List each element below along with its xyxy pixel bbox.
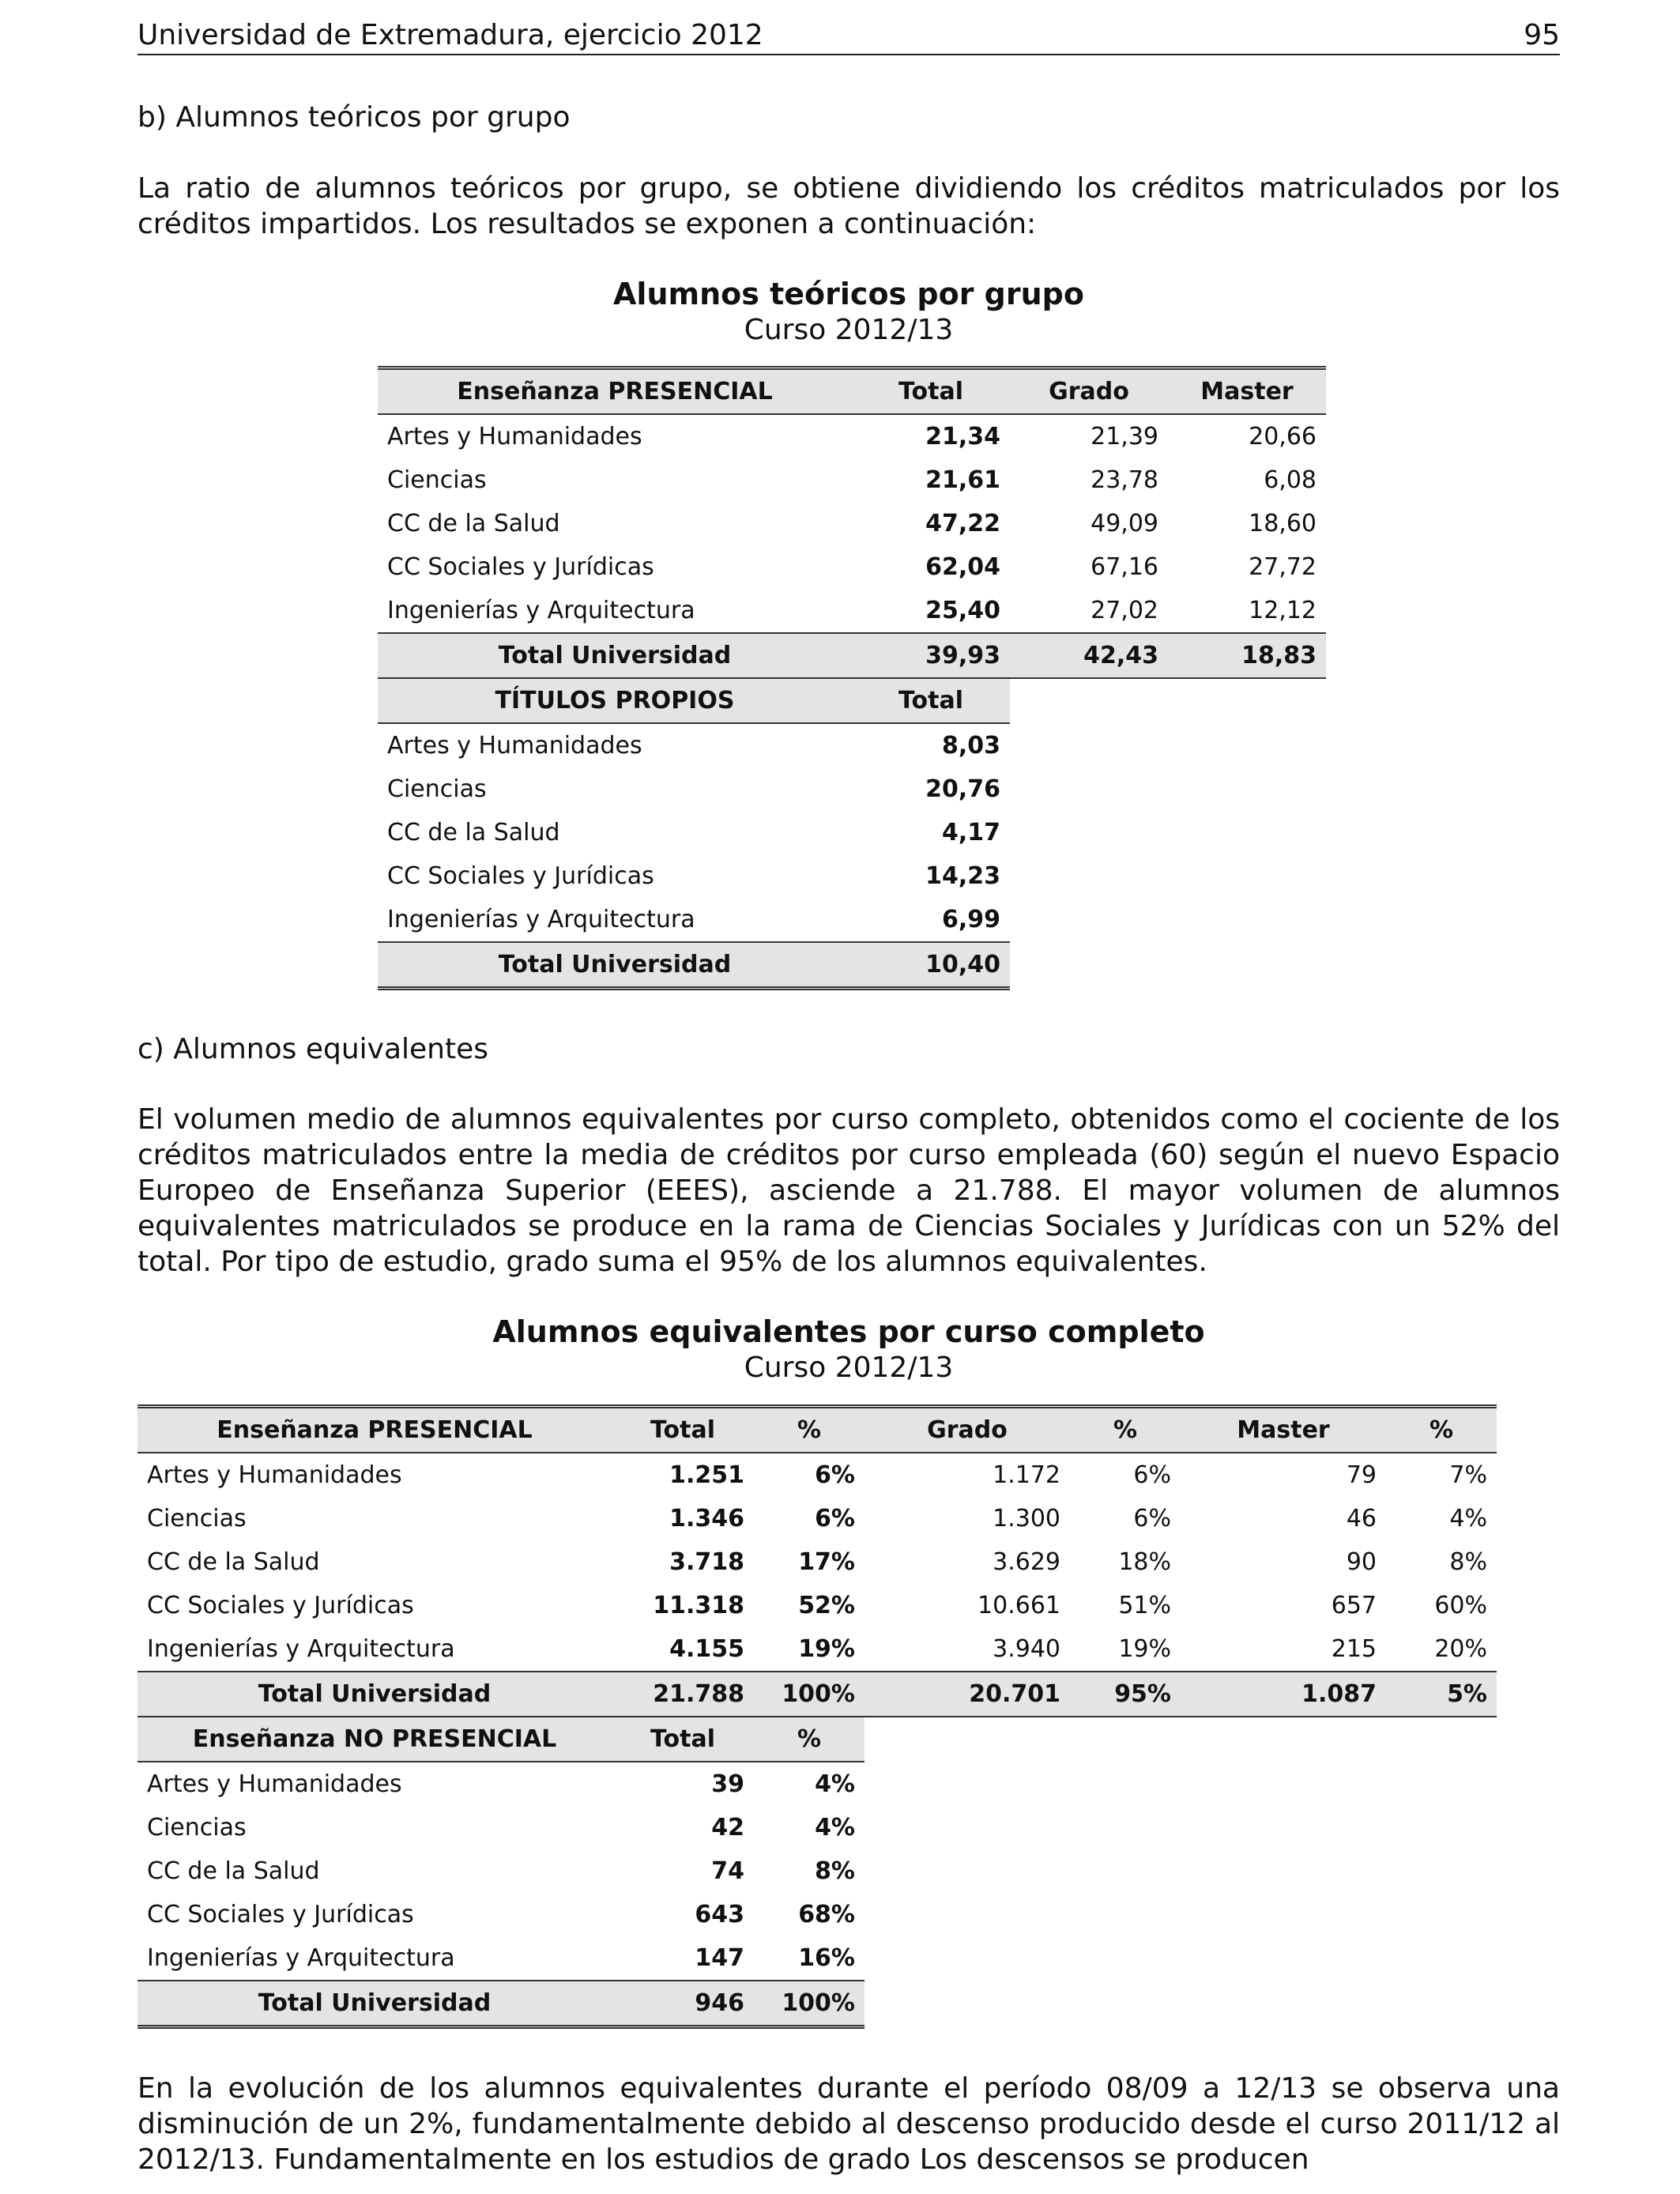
table-row bbox=[378, 811, 1326, 854]
column-header: Total bbox=[852, 678, 1010, 723]
total-value: 6,99 bbox=[941, 906, 1000, 933]
master-value: 20,66 bbox=[1249, 423, 1317, 450]
section-b-paragraph: La ratio de alumnos teóricos por grupo, se obtiene dividiendo los créditos matriculados por los créditos impartidos. Los resultados se exponen a continuación: bbox=[137, 172, 1560, 240]
master-value: 657 bbox=[1331, 1592, 1377, 1619]
total-value: 147 bbox=[695, 1944, 744, 1972]
total-pct: 4% bbox=[815, 1770, 855, 1798]
total-value: 21,61 bbox=[925, 466, 1000, 494]
total-row bbox=[137, 1981, 1497, 2027]
total-label: Total Universidad bbox=[378, 633, 852, 678]
total-row bbox=[137, 1672, 1497, 1717]
row-label: Artes y Humanidades bbox=[387, 423, 642, 450]
table-row bbox=[137, 1893, 1497, 1936]
master-value: 79 bbox=[1346, 1461, 1377, 1489]
total-value: 1.346 bbox=[669, 1505, 744, 1532]
total-value: 14,23 bbox=[925, 862, 1000, 890]
total-pct: 100% bbox=[754, 1672, 864, 1717]
total-value: 74 bbox=[711, 1857, 744, 1885]
section-c-paragraph: El volumen medio de alumnos equivalentes por curso completo, obtenidos como el cociente de los créditos matriculados entre la media de créditos por curso empleada (60) según el nuevo Espacio Europeo de Enseñanza Superior (EEES), asciende a 21.788. El mayor volumen de alumnos equivalentes matriculados se produce en la rama de Ciencias Sociales y Jurídicas con un 52% del total. Por tipo de estudio, grado suma el 95% de los alumnos equivalentes. bbox=[137, 1103, 1560, 1278]
row-label: CC de la Salud bbox=[147, 1857, 320, 1885]
total-label: Total Universidad bbox=[137, 1981, 612, 2027]
master-value: 46 bbox=[1346, 1505, 1377, 1532]
master-value: 215 bbox=[1331, 1635, 1377, 1663]
row-label: CC de la Salud bbox=[387, 819, 560, 846]
table-row bbox=[378, 458, 1326, 502]
subheader-row bbox=[378, 678, 1326, 723]
table-row bbox=[137, 1627, 1497, 1672]
table-row bbox=[137, 1540, 1497, 1584]
grado-value: 23,78 bbox=[1090, 466, 1158, 494]
column-header: Total bbox=[612, 1717, 754, 1762]
total-value: 42 bbox=[711, 1814, 744, 1842]
grado-value: 49,09 bbox=[1090, 510, 1158, 537]
table-row bbox=[137, 1762, 1497, 1806]
total-value: 47,22 bbox=[925, 510, 1000, 537]
total-pct: 8% bbox=[815, 1857, 855, 1885]
table-row bbox=[378, 898, 1326, 942]
total-value: 20,76 bbox=[925, 775, 1000, 803]
row-label: CC de la Salud bbox=[147, 1548, 320, 1576]
grado-value: 42,43 bbox=[1010, 633, 1168, 678]
master-value: 27,72 bbox=[1249, 553, 1317, 581]
master-value: 18,60 bbox=[1249, 510, 1317, 537]
row-label: CC de la Salud bbox=[387, 510, 560, 537]
master-value: 90 bbox=[1346, 1548, 1377, 1576]
master-pct: 8% bbox=[1449, 1548, 1487, 1576]
table-row bbox=[378, 502, 1326, 545]
total-value: 25,40 bbox=[925, 597, 1000, 624]
page-number: 95 bbox=[1524, 19, 1560, 51]
row-label: Artes y Humanidades bbox=[387, 732, 642, 760]
master-pct: 20% bbox=[1434, 1635, 1487, 1663]
table-row bbox=[137, 1453, 1497, 1497]
row-label: CC Sociales y Jurídicas bbox=[147, 1592, 414, 1619]
table-row bbox=[378, 589, 1326, 633]
grado-pct: 18% bbox=[1118, 1548, 1171, 1576]
column-header: Grado bbox=[864, 1407, 1070, 1453]
table-row bbox=[137, 1497, 1497, 1540]
table2 bbox=[137, 1404, 1497, 2029]
total-value: 10,40 bbox=[852, 942, 1010, 989]
table-row bbox=[378, 723, 1326, 767]
column-header: Total bbox=[852, 368, 1010, 415]
grado-value: 27,02 bbox=[1090, 597, 1158, 624]
total-value: 1.251 bbox=[669, 1461, 744, 1489]
total-pct: 52% bbox=[798, 1592, 855, 1619]
total-value: 21.788 bbox=[612, 1672, 754, 1717]
table1-title: Alumnos teóricos por grupo bbox=[613, 277, 1084, 311]
total-pct: 19% bbox=[798, 1635, 855, 1663]
grado-pct: 19% bbox=[1118, 1635, 1171, 1663]
row-label: Ciencias bbox=[387, 775, 487, 803]
row-label: Ciencias bbox=[387, 466, 487, 494]
table-row bbox=[378, 545, 1326, 589]
total-value: 8,03 bbox=[941, 732, 1000, 760]
total-label: Total Universidad bbox=[378, 942, 852, 989]
total-pct: 100% bbox=[754, 1981, 864, 2027]
master-value: 12,12 bbox=[1249, 597, 1317, 624]
column-header: Enseñanza PRESENCIAL bbox=[378, 368, 852, 415]
grado-value: 67,16 bbox=[1090, 553, 1158, 581]
section-b-heading: b) Alumnos teóricos por grupo bbox=[137, 101, 571, 134]
column-header: Master bbox=[1181, 1407, 1386, 1453]
row-label: Ingenierías y Arquitectura bbox=[387, 906, 695, 933]
grado-pct: 6% bbox=[1133, 1461, 1171, 1489]
grado-value: 1.300 bbox=[993, 1505, 1060, 1532]
table-row bbox=[378, 414, 1326, 458]
total-value: 39 bbox=[711, 1770, 744, 1798]
total-row bbox=[378, 942, 1326, 989]
grado-pct: 51% bbox=[1118, 1592, 1171, 1619]
total-value: 62,04 bbox=[925, 553, 1000, 581]
master-value: 6,08 bbox=[1264, 466, 1317, 494]
total-value: 21,34 bbox=[925, 423, 1000, 450]
total-pct: 17% bbox=[798, 1548, 855, 1576]
row-label: Artes y Humanidades bbox=[147, 1770, 402, 1798]
subheader-row bbox=[137, 1717, 1497, 1762]
grado-value: 3.940 bbox=[993, 1635, 1060, 1663]
grado-value: 10.661 bbox=[977, 1592, 1060, 1619]
master-value: 18,83 bbox=[1168, 633, 1326, 678]
column-header: % bbox=[1070, 1407, 1181, 1453]
total-pct: 6% bbox=[815, 1505, 855, 1532]
master-pct: 7% bbox=[1449, 1461, 1487, 1489]
table-row bbox=[137, 1806, 1497, 1849]
row-label: Ingenierías y Arquitectura bbox=[387, 597, 695, 624]
total-pct: 6% bbox=[815, 1461, 855, 1489]
master-pct: 4% bbox=[1449, 1505, 1487, 1532]
column-header: Enseñanza PRESENCIAL bbox=[137, 1407, 612, 1453]
total-row bbox=[378, 633, 1326, 678]
total-value: 946 bbox=[612, 1981, 754, 2027]
master-value: 1.087 bbox=[1181, 1672, 1386, 1717]
row-label: Ingenierías y Arquitectura bbox=[147, 1944, 455, 1972]
grado-pct: 6% bbox=[1133, 1505, 1171, 1532]
table1 bbox=[378, 366, 1326, 990]
total-value: 4,17 bbox=[941, 819, 1000, 846]
total-value: 39,93 bbox=[852, 633, 1010, 678]
table-row bbox=[378, 767, 1326, 811]
running-header bbox=[137, 17, 1560, 55]
column-header: TÍTULOS PROPIOS bbox=[378, 678, 852, 723]
column-header: Grado bbox=[1010, 368, 1168, 415]
total-value: 11.318 bbox=[653, 1592, 744, 1619]
column-header: Enseñanza NO PRESENCIAL bbox=[137, 1717, 612, 1762]
row-label: Ingenierías y Arquitectura bbox=[147, 1635, 455, 1663]
column-header: % bbox=[754, 1407, 864, 1453]
column-header: % bbox=[1386, 1407, 1497, 1453]
total-pct: 68% bbox=[798, 1901, 855, 1928]
grado-pct: 95% bbox=[1070, 1672, 1181, 1717]
table2-title: Alumnos equivalentes por curso completo bbox=[492, 1314, 1205, 1349]
total-value: 643 bbox=[695, 1901, 744, 1928]
table2-subtitle: Curso 2012/13 bbox=[744, 1351, 954, 1384]
row-label: Ciencias bbox=[147, 1814, 247, 1842]
column-header: Total bbox=[612, 1407, 754, 1453]
grado-value: 20.701 bbox=[864, 1672, 1070, 1717]
table-row bbox=[137, 1849, 1497, 1893]
closing-paragraph: En la evolución de los alumnos equivalentes durante el período 08/09 a 12/13 se observa una disminución de un 2%, fundamentalmente debido al descenso producido desde el curso 2011/12 al 2012/13. Fundamentalmente en los estudios de grado Los descensos se producen bbox=[137, 2072, 1560, 2176]
grado-value: 3.629 bbox=[993, 1548, 1060, 1576]
column-header: % bbox=[754, 1717, 864, 1762]
section-c-heading: c) Alumnos equivalentes bbox=[137, 1033, 489, 1065]
row-label: CC Sociales y Jurídicas bbox=[147, 1901, 414, 1928]
grado-value: 1.172 bbox=[993, 1461, 1060, 1489]
table-row bbox=[137, 1584, 1497, 1627]
column-header: Master bbox=[1168, 368, 1326, 415]
total-value: 4.155 bbox=[669, 1635, 744, 1663]
total-value: 3.718 bbox=[669, 1548, 744, 1576]
master-pct: 60% bbox=[1434, 1592, 1487, 1619]
total-pct: 16% bbox=[798, 1944, 855, 1972]
row-label: CC Sociales y Jurídicas bbox=[387, 862, 654, 890]
row-label: Ciencias bbox=[147, 1505, 247, 1532]
table1-subtitle: Curso 2012/13 bbox=[744, 314, 954, 346]
row-label: Artes y Humanidades bbox=[147, 1461, 402, 1489]
table-row bbox=[137, 1936, 1497, 1981]
total-label: Total Universidad bbox=[137, 1672, 612, 1717]
table-row bbox=[378, 854, 1326, 898]
master-pct: 5% bbox=[1386, 1672, 1497, 1717]
row-label: CC Sociales y Jurídicas bbox=[387, 553, 654, 581]
grado-value: 21,39 bbox=[1090, 423, 1158, 450]
header-title: Universidad de Extremadura, ejercicio 2012 bbox=[137, 19, 763, 51]
total-pct: 4% bbox=[815, 1814, 855, 1842]
